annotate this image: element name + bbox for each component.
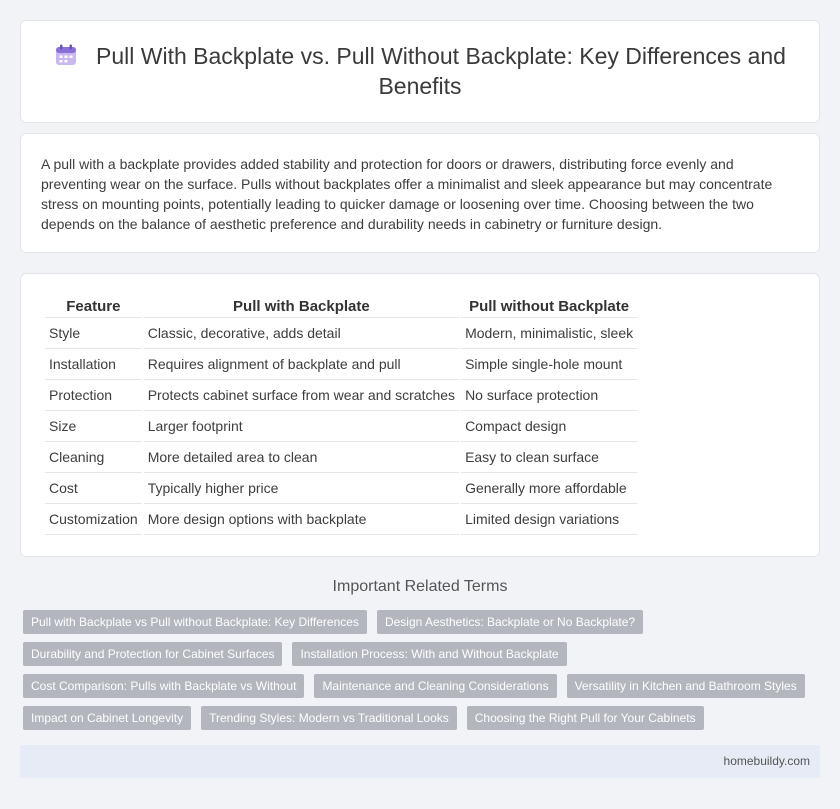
calendar-icon (54, 43, 78, 67)
table-row (45, 380, 637, 411)
comparison-table (43, 296, 639, 535)
column-header: Feature (45, 296, 142, 318)
table-row (45, 318, 637, 349)
table-row (45, 411, 637, 442)
related-term-tag[interactable]: Versatility in Kitchen and Bathroom Styles (567, 674, 805, 698)
page-title-row (21, 41, 819, 101)
table-cell: Installation (45, 349, 142, 380)
column-header: Pull without Backplate (461, 296, 637, 318)
table-cell: Modern, minimalistic, sleek (461, 318, 637, 349)
related-term-tag[interactable]: Cost Comparison: Pulls with Backplate vs Without (23, 674, 304, 698)
related-term-tag[interactable]: Design Aesthetics: Backplate or No Backplate? (377, 610, 643, 634)
table-cell: More detailed area to clean (144, 442, 459, 473)
table-cell: Size (45, 411, 142, 442)
page-title: Pull With Backplate vs. Pull Without Backplate: Key Differences and Benefits (96, 43, 786, 99)
table-cell: Protects cabinet surface from wear and scratches (144, 380, 459, 411)
table-cell: Style (45, 318, 142, 349)
related-term-tag[interactable]: Maintenance and Cleaning Considerations (314, 674, 556, 698)
table-header-row (45, 296, 637, 318)
table-cell: Customization (45, 504, 142, 535)
summary-card (20, 133, 820, 253)
table-cell: Generally more affordable (461, 473, 637, 504)
table-cell: Larger footprint (144, 411, 459, 442)
table-cell: Protection (45, 380, 142, 411)
table-cell: More design options with backplate (144, 504, 459, 535)
table-cell: Simple single-hole mount (461, 349, 637, 380)
footer (20, 745, 820, 778)
related-term-tag[interactable]: Durability and Protection for Cabinet Surfaces (23, 642, 282, 666)
tag-row (23, 610, 823, 642)
related-term-tag[interactable]: Installation Process: With and Without Backplate (292, 642, 566, 666)
related-term-tag[interactable]: Trending Styles: Modern vs Traditional Looks (201, 706, 457, 730)
comparison-table-card (20, 273, 820, 557)
table-cell: No surface protection (461, 380, 637, 411)
table-cell: Typically higher price (144, 473, 459, 504)
table-row (45, 349, 637, 380)
column-header: Pull with Backplate (144, 296, 459, 318)
table-cell: Classic, decorative, adds detail (144, 318, 459, 349)
header-card (20, 20, 820, 123)
table-row (45, 504, 637, 535)
table-row (45, 442, 637, 473)
tag-row (23, 642, 823, 674)
table-cell: Cost (45, 473, 142, 504)
table-cell: Limited design variations (461, 504, 637, 535)
table-cell: Requires alignment of backplate and pull (144, 349, 459, 380)
table-cell: Easy to clean surface (461, 442, 637, 473)
related-term-tag[interactable]: Choosing the Right Pull for Your Cabinets (467, 706, 704, 730)
table-cell: Cleaning (45, 442, 142, 473)
related-term-tag[interactable]: Pull with Backplate vs Pull without Backplate: Key Differences (23, 610, 367, 634)
tag-row (23, 706, 823, 738)
related-terms-list (23, 610, 823, 738)
tag-row (23, 674, 823, 706)
footer-site-link[interactable]: homebuildy.com (723, 754, 810, 768)
related-terms-title: Important Related Terms (332, 578, 508, 595)
table-row (45, 473, 637, 504)
table-cell: Compact design (461, 411, 637, 442)
related-term-tag[interactable]: Impact on Cabinet Longevity (23, 706, 191, 730)
summary-text: A pull with a backplate provides added stability and protection for doors or drawers, distributing force evenly and preventing wear on the surface. Pulls without backplates offer a minimalist and sleek appearance but may concentrate stress on mounting points, potentially leading to quicker damage or loosening over time. Choosing between the two depends on the balance of aesthetic preference and durability needs in cabinetry or furniture design. (41, 156, 773, 232)
